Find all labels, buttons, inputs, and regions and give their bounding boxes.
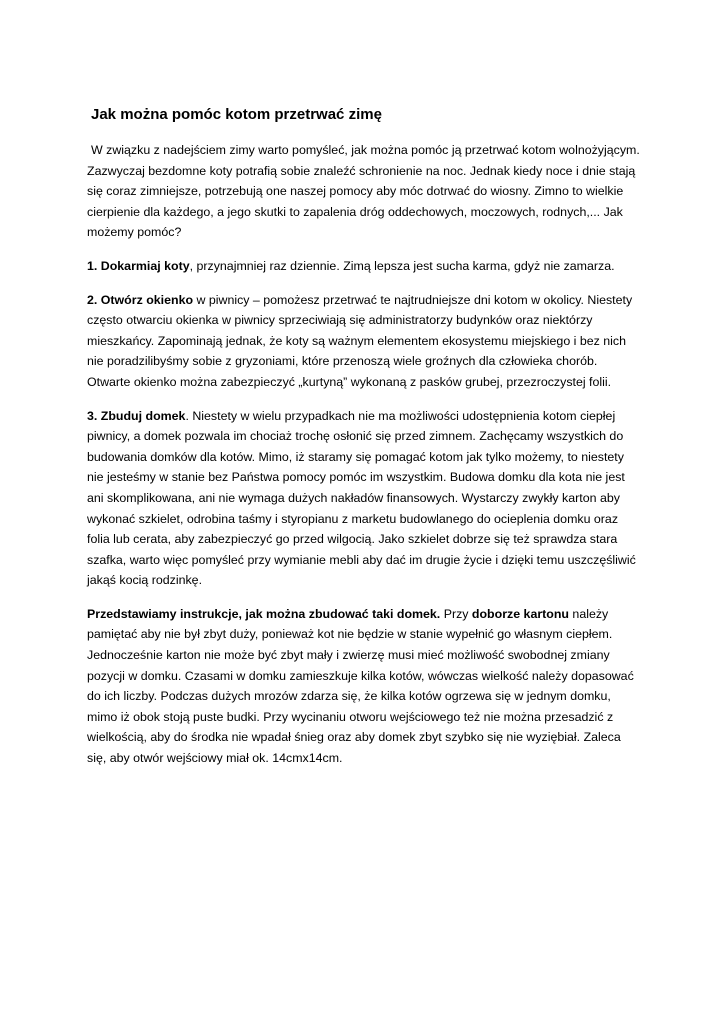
point-1-paragraph	[87, 256, 643, 277]
instructions-text-c: należy pamiętać aby nie był zbyt duży, ponieważ kot nie będzie w stanie wypełnić go własnym ciepłem. Jednocześnie karton nie może być zbyt mały i zwierzę musi mieć możliwość swobodnej zmiany pozycji w domku. Czasami w domku zamieszkuje kilka kotów, wówczas wielkość należy dopasować do ich liczby. Podczas dużych mrozów zdarza się, że kilka kotów ogrzewa się w jednym domku, mimo iż obok stoją puste budki. Przy wycinaniu otworu wejściowego też nie można przesadzić z wielkością, aby do środka nie wpadał śnieg oraz aby domek zbyt szybko się nie wyziębiał. Zaleca się, aby otwór wejściowy miał ok. 14cmx14cm.	[87, 606, 634, 766]
point-3-text: . Niestety w wielu przypadkach nie ma możliwości udostępnienia kotom ciepłej piwnicy, a domek pozwala im chociaż trochę osłonić się przed zimnem. Zachęcamy wszystkich do budowania domków dla kotów. Mimo, iż staramy się pomagać kotom jak tylko możemy, to niestety nie jesteśmy w stanie bez Państwa pomocy pomóc im wszystkim. Budowa domku dla kota nie jest ani skomplikowana, ani nie wymaga dużych nakładów finansowych. Wystarczy zwykły karton aby wykonać szkielet, odrobina taśmy i styropianu z marketu budowlanego do ocieplenia domku oraz folia lub cerata, aby zabezpieczyć go przed wilgocią. Jako szkielet dobrze się też sprawdza stara szafka, warto więc pomyśleć przy wymianie mebli aby dać im drugie życie i dzięki temu uszczęśliwić jakąś kocią rodzinkę.	[87, 408, 636, 588]
instructions-paragraph	[87, 604, 643, 769]
point-2-paragraph	[87, 290, 643, 393]
instructions-text-a: Przy	[440, 606, 472, 621]
point-1-text: , przynajmniej raz dziennie. Zimą lepsza jest sucha karma, gdyż nie zamarza.	[189, 258, 615, 273]
point-2-heading: 2. Otwórz okienko	[87, 292, 194, 307]
instructions-heading: Przedstawiamy instrukcje, jak można zbudować taki domek.	[87, 606, 441, 621]
point-1-heading: 1. Dokarmiaj koty	[87, 258, 190, 273]
instructions-bold-carton: doborze kartonu	[471, 606, 569, 621]
point-3-paragraph	[87, 406, 643, 591]
document-content	[87, 104, 643, 782]
point-2-text: w piwnicy – pomożesz przetrwać te najtrudniejsze dni kotom w okolicy. Niestety często otwarciu okienka w piwnicy sprzeciwiają się administratorzy budynków oraz niektórzy mieszkańcy. Zapominają jednak, że koty są ważnym elementem ekosystemu miejskiego i bez nich nie poradzilibyśmy sobie z gryzoniami, które przenoszą wiele groźnych dla człowieka chorób. Otwarte okienko można zabezpieczyć „kurtyną” wykonaną z pasków grubej, przezroczystej folii.	[87, 292, 633, 389]
point-3-heading: 3. Zbuduj domek	[87, 408, 186, 423]
document-title: Jak można pomóc kotom przetrwać zimę	[91, 106, 382, 123]
intro-paragraph: W związku z nadejściem zimy warto pomyśleć, jak można pomóc ją przetrwać kotom wolnożyjącym. Zazwyczaj bezdomne koty potrafią sobie znaleźć schronienie na noc. Jednak kiedy noce i dnie stają się coraz zimniejsze, potrzebują one naszej pomocy aby móc dotrwać do wiosny. Zimno to wielkie cierpienie dla każdego, a jego skutki to zapalenia dróg oddechowych, moczowych, rodnych,... Jak możemy pomóc?	[87, 143, 640, 240]
